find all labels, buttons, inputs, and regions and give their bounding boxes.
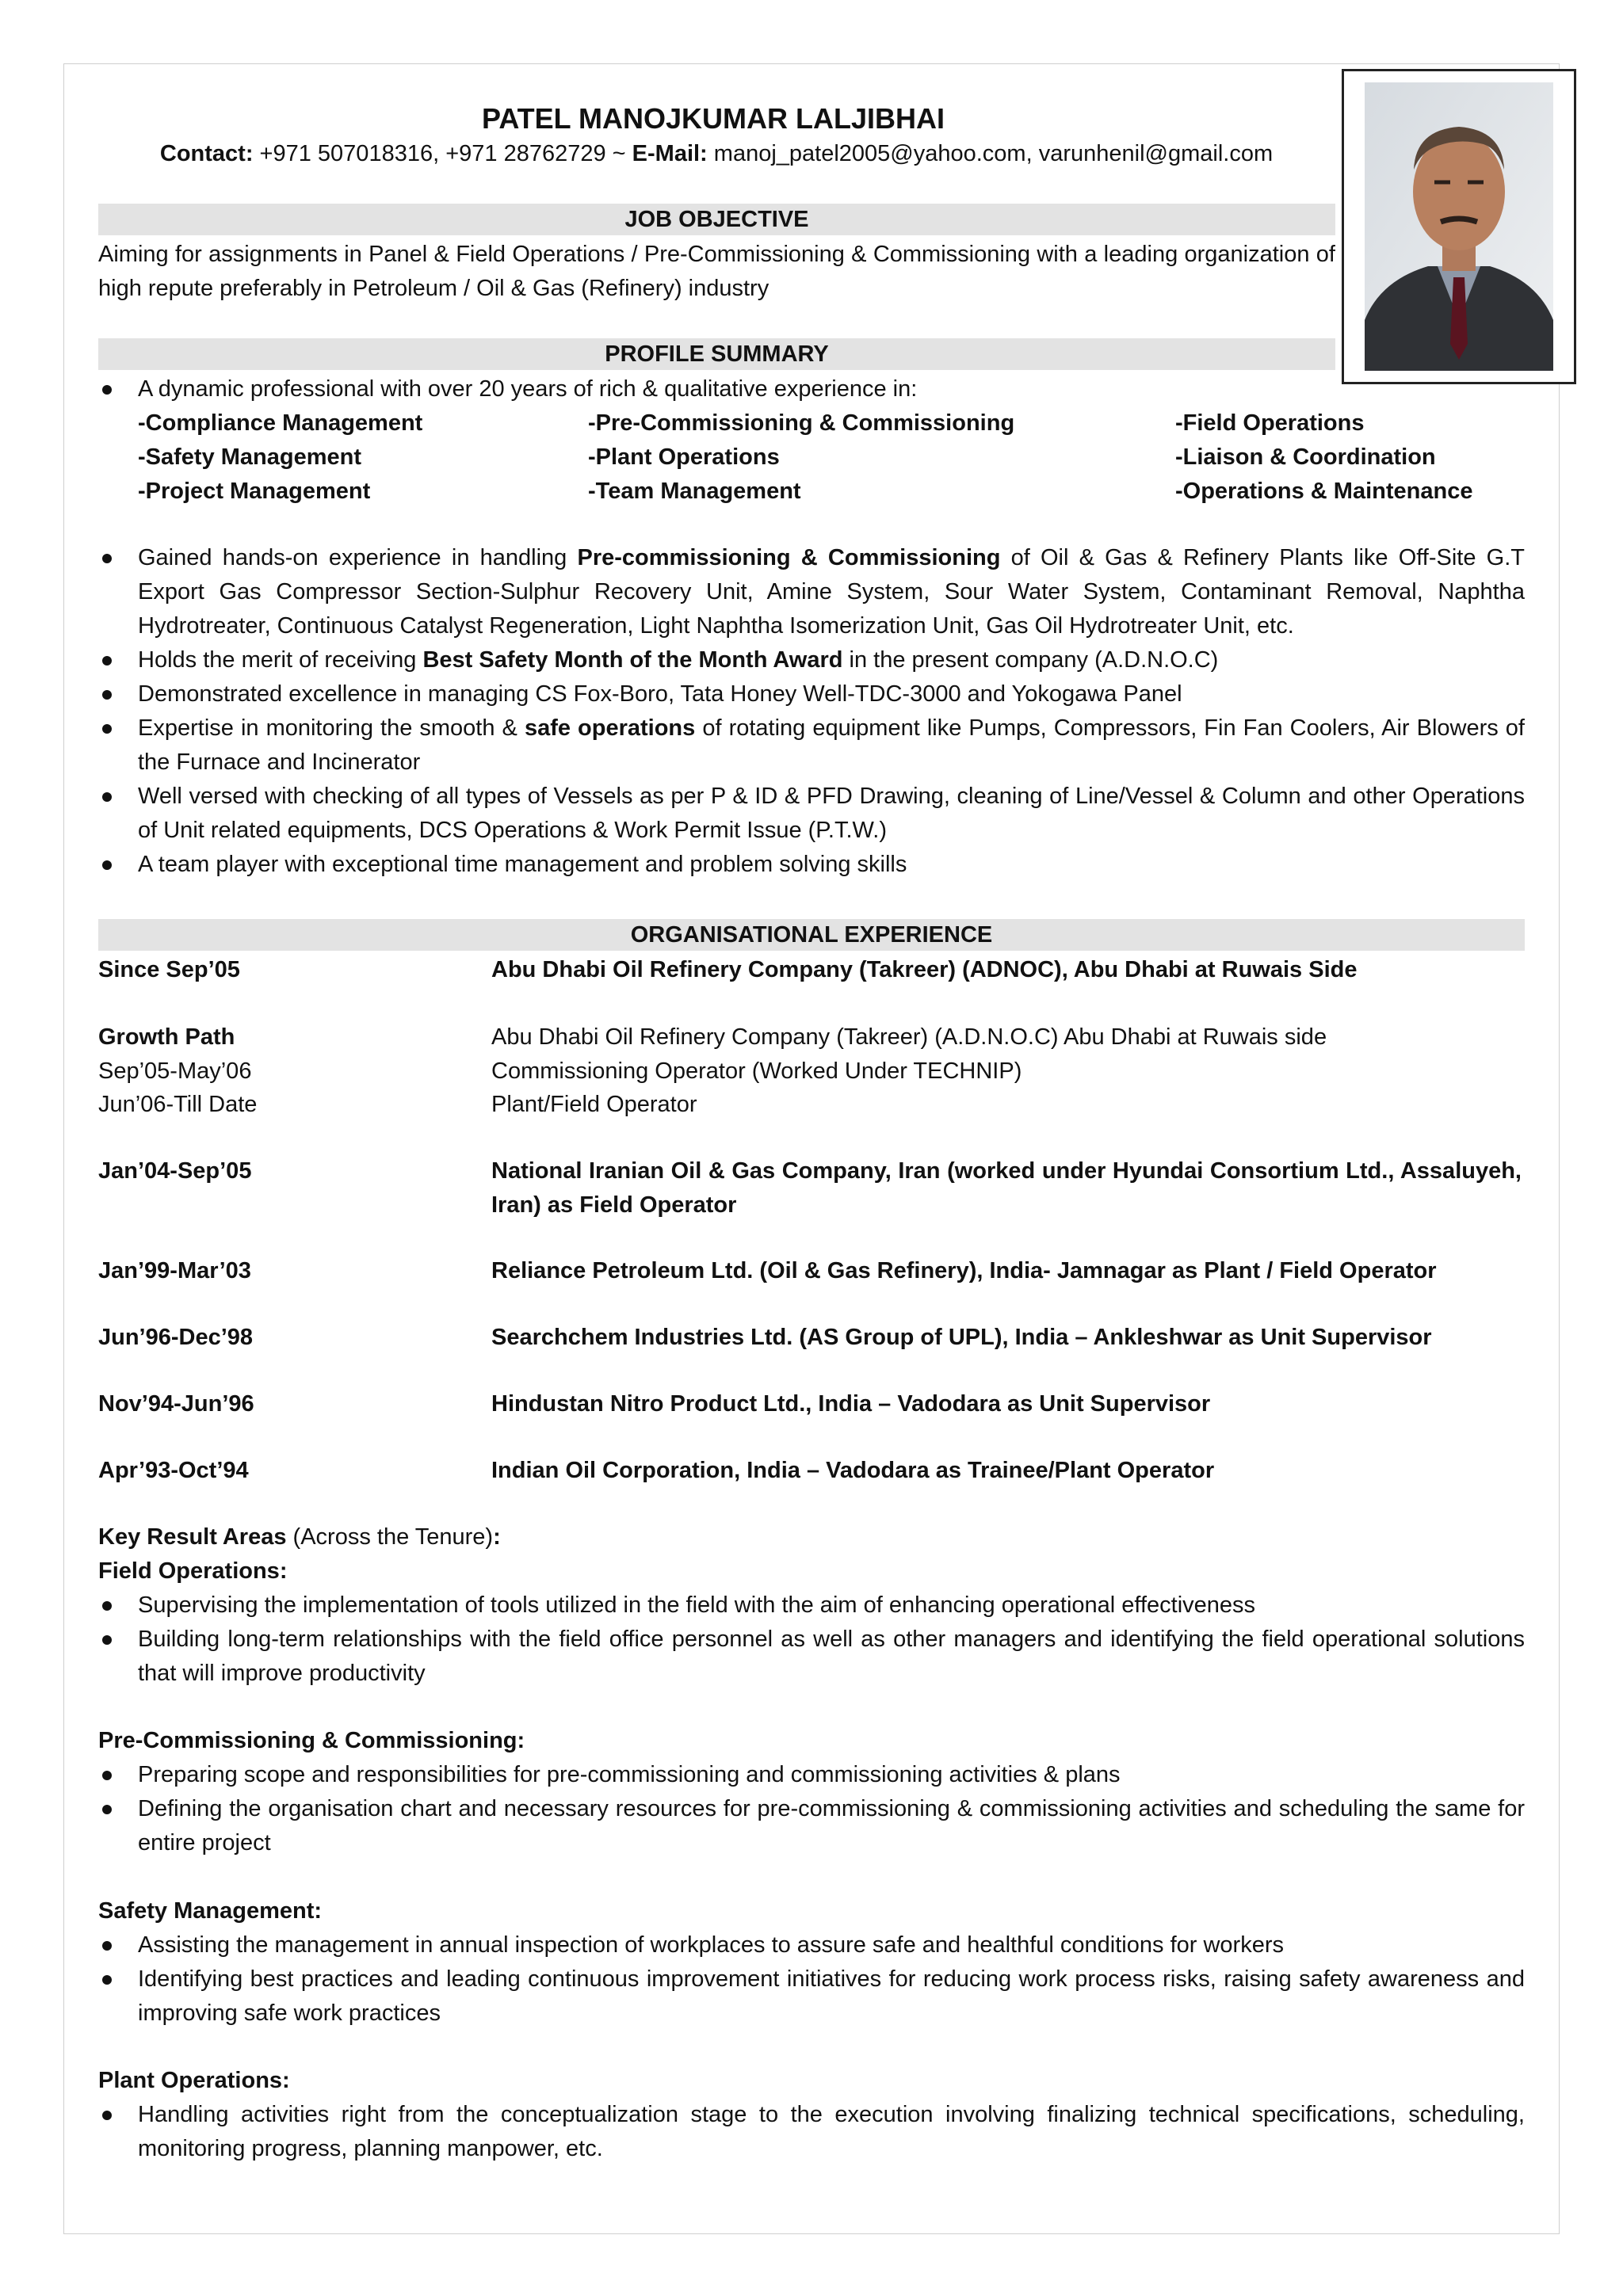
experience-row — [98, 1088, 1525, 1122]
profile-photo — [1342, 69, 1576, 384]
experience-date: Jan’04-Sep’05 — [98, 1158, 252, 1184]
kra-list — [98, 1758, 1525, 1860]
experience-row — [98, 1321, 1525, 1355]
kra-list — [98, 1589, 1525, 1691]
experience-role: Commissioning Operator (Worked Under TECHNIP) — [491, 1058, 1022, 1084]
candidate-name: PATEL MANOJKUMAR LALJIBHAI — [482, 102, 945, 135]
bullet-bold: safe operations — [524, 715, 696, 741]
kra-heading-field-operations: Field Operations: — [98, 1558, 288, 1584]
experience-org: Hindustan Nitro Product Ltd., India – Vadodara as Unit Supervisor — [491, 1391, 1211, 1417]
bullet-text: Holds the merit of receiving — [138, 647, 423, 673]
experience-role: Plant/Field Operator — [491, 1092, 697, 1117]
experience-org: Indian Oil Corporation, India – Vadodara as Trainee/Plant Operator — [491, 1458, 1215, 1483]
bullet-bold: Best Safety Month of the Month Award — [422, 647, 843, 673]
experience-date: Jun’96-Dec’98 — [98, 1325, 254, 1350]
skill-item: -Pre-Commissioning & Commissioning — [588, 410, 1015, 436]
experience-row — [98, 1454, 1525, 1488]
kra-title-bold: Key Result Areas — [98, 1524, 287, 1550]
kra-title-colon: : — [493, 1524, 501, 1550]
list-item: Handling activities right from the conceptualization stage to the execution involving finalizing technical specifications, scheduling, monitoring progress, planning manpower, etc. — [98, 2098, 1525, 2166]
bullet-text: Gained hands-on experience in handling — [138, 545, 578, 570]
skill-item: -Team Management — [588, 479, 801, 504]
bullet-text: A team player with exceptional time management and problem solving skills — [138, 852, 907, 877]
profile-intro — [98, 372, 1525, 406]
experience-date: Jan’99-Mar’03 — [98, 1258, 251, 1283]
list-item — [98, 643, 1525, 677]
kra-title — [98, 1520, 501, 1554]
kra-heading-plant-operations: Plant Operations: — [98, 2068, 290, 2093]
skill-row — [138, 475, 1556, 509]
experience-date: Since Sep’05 — [98, 957, 240, 982]
experience-row — [98, 1254, 1525, 1288]
bullet-text: Demonstrated excellence in managing CS Fox-Boro, Tata Honey Well-TDC-3000 and Yokogawa Panel — [138, 681, 1182, 707]
phone-numbers: +971 507018316, +971 28762729 ~ — [259, 141, 632, 166]
experience-heading: ORGANISATIONAL EXPERIENCE — [98, 919, 1525, 951]
experience-row — [98, 1154, 1525, 1222]
kra-heading-commissioning: Pre-Commissioning & Commissioning: — [98, 1728, 525, 1753]
skill-item: -Operations & Maintenance — [1175, 479, 1473, 504]
list-item: Building long-term relationships with the field office personnel as well as other managers and identifying the field operational solutions that will improve productivity — [98, 1623, 1525, 1691]
list-item: A dynamic professional with over 20 years of rich & qualitative experience in: — [98, 372, 1525, 406]
experience-date: Sep’05-May’06 — [98, 1058, 252, 1084]
bullet-text: of rotating equipment like Pumps, Compressors, Fin Fan Coolers, Air Blowers of the Furnace and Incinerator — [138, 715, 1525, 775]
skill-item: -Safety Management — [138, 444, 362, 470]
list-item: Defining the organisation chart and necessary resources for pre-commissioning & commissioning activities and scheduling the same for entire project — [98, 1792, 1525, 1860]
skill-item: -Field Operations — [1175, 410, 1365, 436]
email-addresses: manoj_patel2005@yahoo.com, varunhenil@gmail.com — [713, 141, 1274, 166]
list-item — [98, 711, 1525, 780]
growth-path-row — [98, 1020, 1525, 1055]
contact-label: Contact: — [159, 141, 254, 166]
bullet-text: Expertise in monitoring the smooth & — [138, 715, 525, 741]
skill-item: -Plant Operations — [588, 444, 780, 470]
email-label: E-Mail: — [632, 141, 708, 166]
bullet-text: Well versed with checking of all types of Vessels as per P & ID & PFD Drawing, cleaning of Line/Vessel & Column and other Operations of Unit related equipments, DCS Operations & Work Permit Issue (P.T.W.) — [138, 784, 1525, 843]
bullet-text: in the present company (A.D.N.O.C) — [842, 647, 1219, 673]
experience-row — [98, 1055, 1525, 1089]
list-item — [98, 848, 1525, 882]
job-objective-text: Aiming for assignments in Panel & Field Operations / Pre-Commissioning & Commissioning with a leading organization of high repute preferably in Petroleum / Oil & Gas (Refinery) industry — [98, 242, 1335, 301]
skills-grid — [138, 406, 1556, 509]
list-item — [98, 541, 1525, 643]
experience-row — [98, 1387, 1525, 1421]
skill-item: -Liaison & Coordination — [1175, 444, 1436, 470]
profile-summary-heading: PROFILE SUMMARY — [98, 338, 1335, 370]
skill-item: -Project Management — [138, 479, 371, 504]
skill-row — [138, 441, 1556, 475]
list-item: Preparing scope and responsibilities for pre-commissioning and commissioning activities & plans — [98, 1758, 1525, 1792]
experience-date: Nov’94-Jun’96 — [98, 1391, 254, 1417]
skill-item: -Compliance Management — [138, 410, 423, 436]
bullet-bold: Pre-commissioning & Commissioning — [577, 545, 1001, 570]
kra-title-rest: (Across the Tenure) — [286, 1524, 494, 1550]
list-item: Identifying best practices and leading continuous improvement initiatives for reducing work process risks, raising safety awareness and improving safe work practices — [98, 1962, 1525, 2031]
list-item — [98, 677, 1525, 711]
experience-date: Jun’06-Till Date — [98, 1092, 258, 1117]
person-photo-icon — [1365, 82, 1553, 371]
growth-path-label: Growth Path — [98, 1024, 235, 1050]
list-item: Assisting the management in annual inspection of workplaces to assure safe and healthful conditions for workers — [98, 1928, 1525, 1962]
kra-list — [98, 2098, 1525, 2166]
experience-date: Apr’93-Oct’94 — [98, 1458, 249, 1483]
job-objective-heading: JOB OBJECTIVE — [98, 204, 1335, 235]
kra-heading-safety: Safety Management: — [98, 1898, 323, 1924]
skill-row — [138, 406, 1556, 441]
experience-org: National Iranian Oil & Gas Company, Iran (worked under Hyundai Consortium Ltd., Assaluyeh, Iran) as Field Operator — [491, 1158, 1522, 1218]
list-item: Supervising the implementation of tools utilized in the field with the aim of enhancing operational effectiveness — [98, 1589, 1525, 1623]
kra-list — [98, 1928, 1525, 2031]
profile-bullets — [98, 541, 1525, 882]
experience-row — [98, 953, 1525, 987]
contact-line — [48, 137, 1385, 171]
bullet-text: of Oil & Gas & Refinery Plants like Off-Site G.T Export Gas Compressor Section-Sulphur Recovery Unit, Amine System, Sour Water System, Contaminant Removal, Naphtha Hydrotreater, Continuous Catalyst Regeneration, Light Naphtha Isomerization Unit, Gas Oil Hydrotreater Unit, etc. — [138, 545, 1526, 639]
list-item — [98, 780, 1525, 848]
experience-org: Searchchem Industries Ltd. (AS Group of UPL), India – Ankleshwar as Unit Supervisor — [491, 1325, 1432, 1350]
growth-path-org: Abu Dhabi Oil Refinery Company (Takreer) (A.D.N.O.C) Abu Dhabi at Ruwais side — [491, 1024, 1327, 1050]
experience-org: Reliance Petroleum Ltd. (Oil & Gas Refinery), India- Jamnagar as Plant / Field Operator — [491, 1258, 1437, 1283]
experience-org: Abu Dhabi Oil Refinery Company (Takreer) (ADNOC), Abu Dhabi at Ruwais Side — [491, 957, 1358, 982]
